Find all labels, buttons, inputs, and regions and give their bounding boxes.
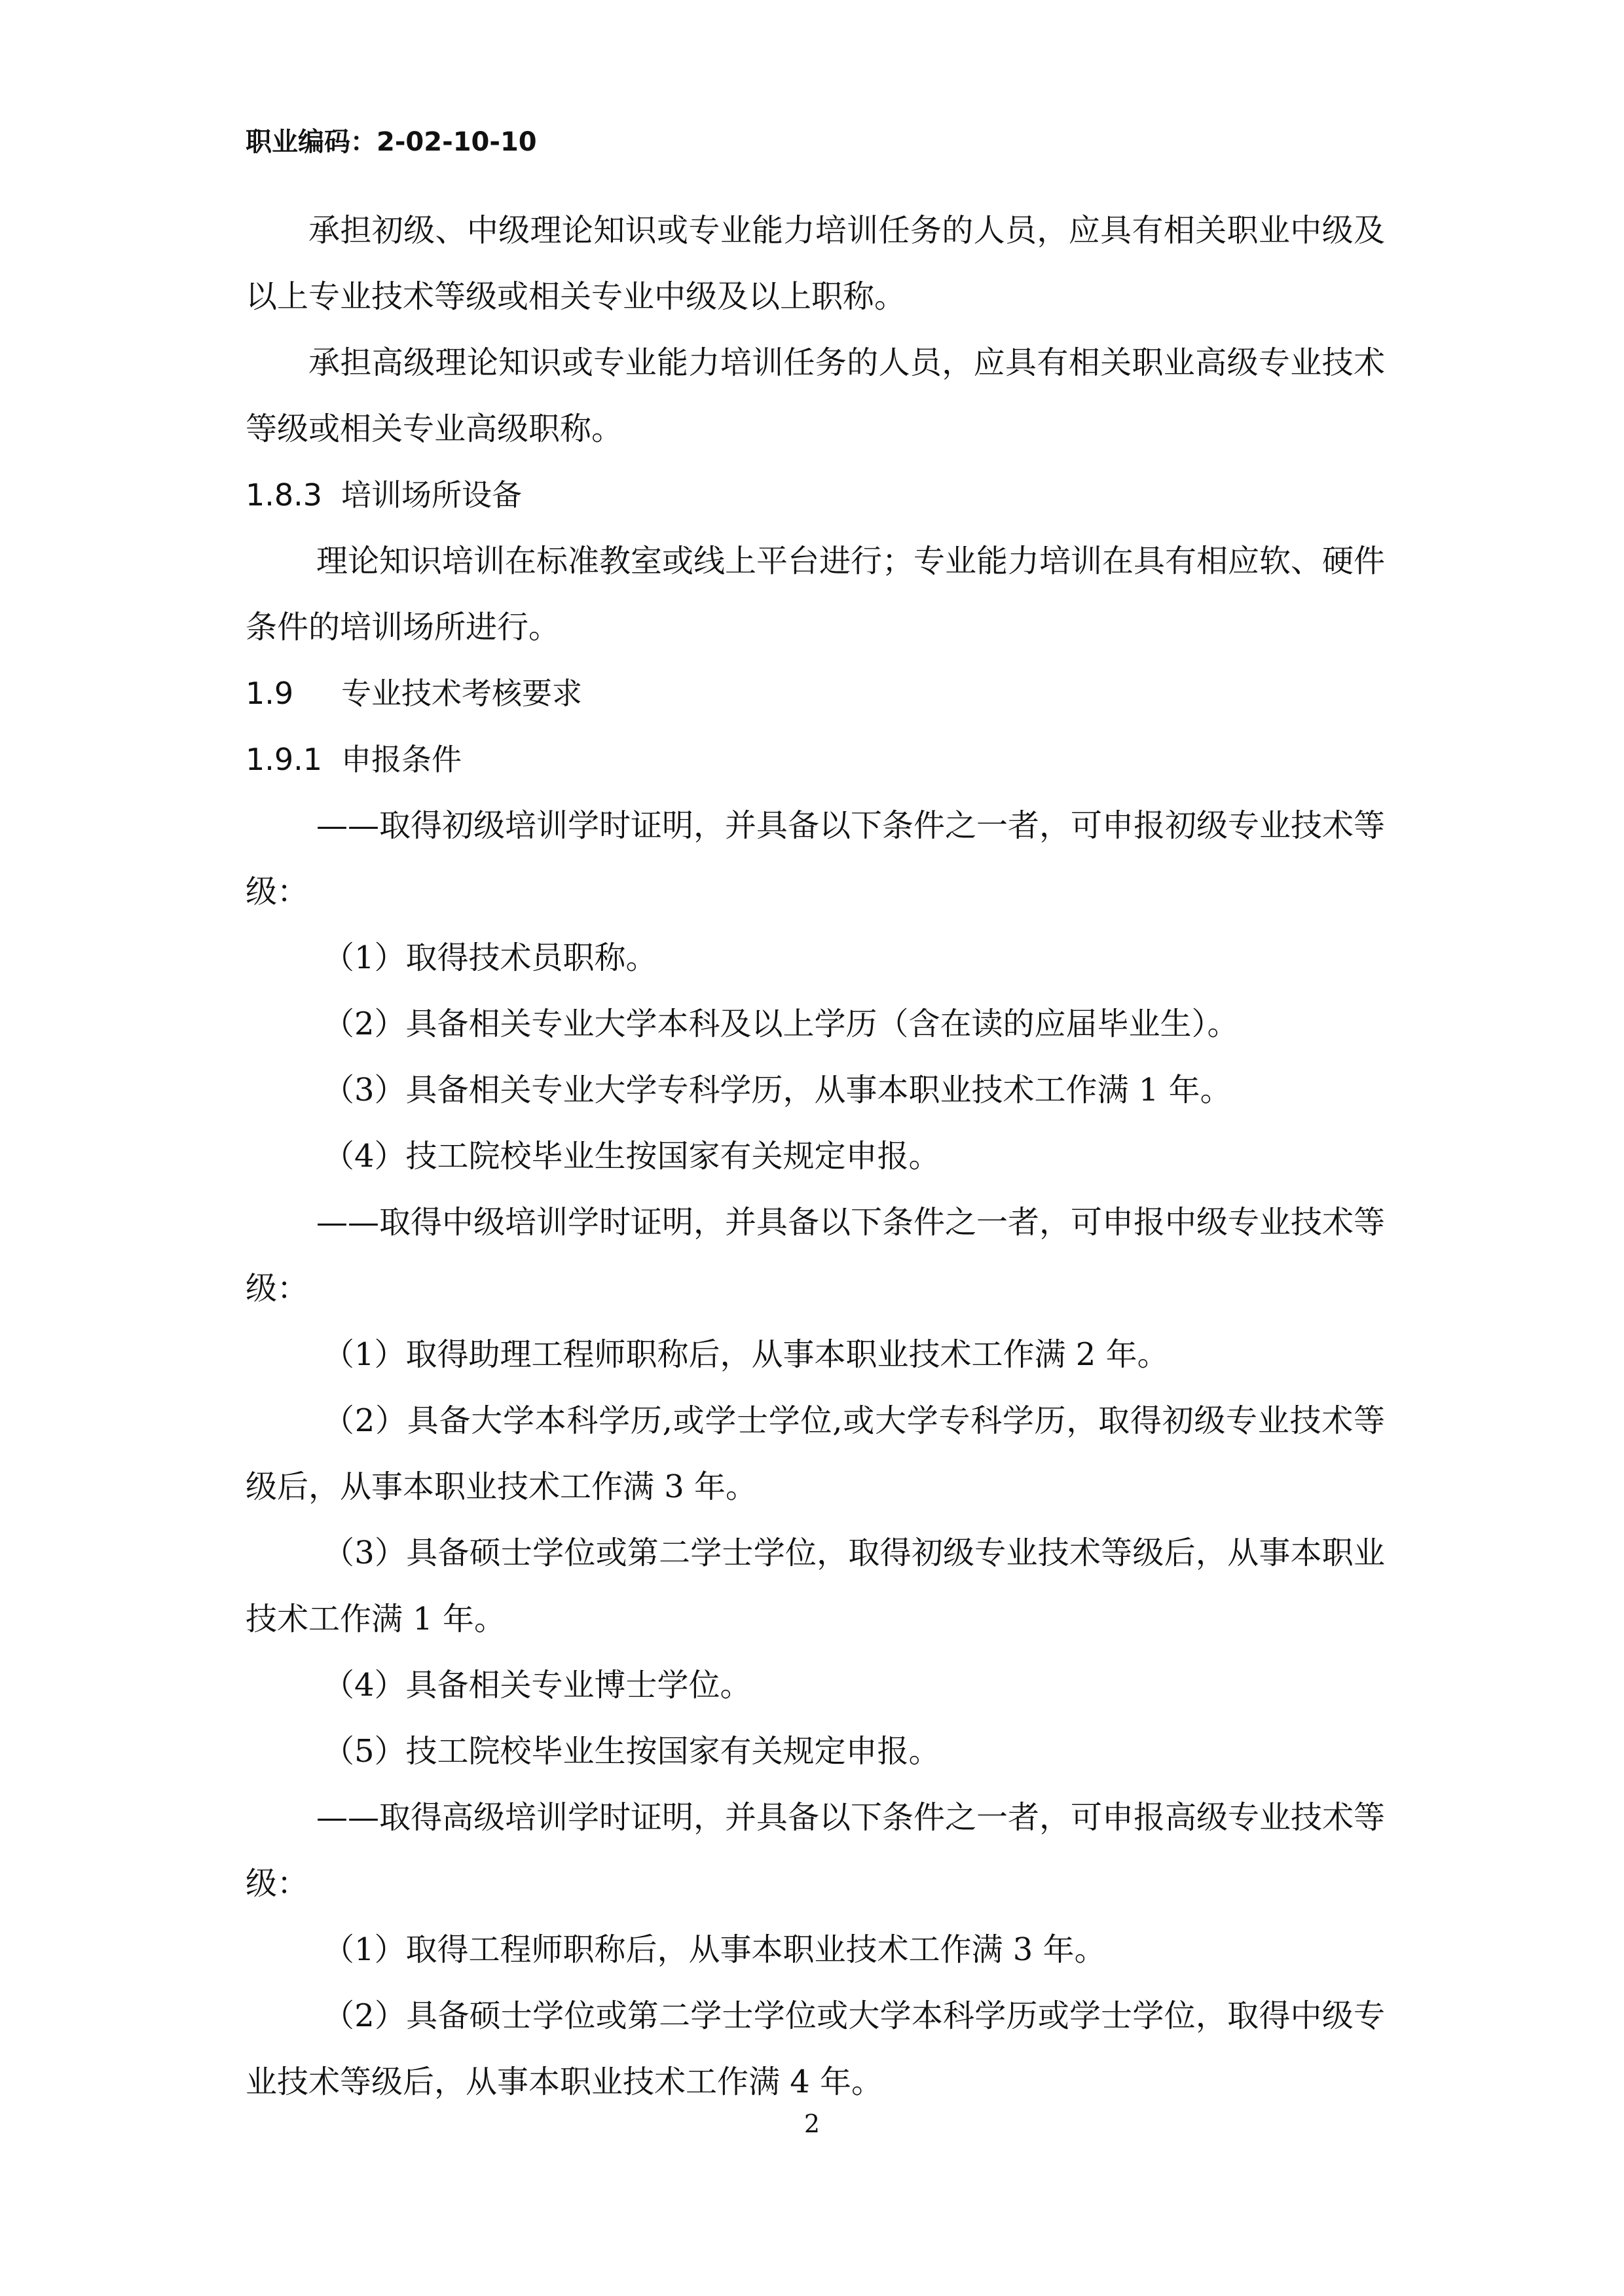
section-heading-1-8-3 [246, 462, 1385, 528]
section-title: 申报条件 [341, 742, 462, 777]
senior-level-intro: ——取得高级培训学时证明，并具备以下条件之一者，可申报高级专业技术等级： [246, 1799, 1386, 1902]
list-item: （1）取得助理工程师职称后，从事本职业技术工作满 2 年。 [323, 1336, 1169, 1373]
list-item: （3）具备硕士学位或第二学士学位，取得初级专业技术等级后，从事本职业技术工作满 1 年。 [246, 1535, 1385, 1637]
list-item: （2）具备大学本科学历,或学士学位,或大学专科学历，取得初级专业技术等级后，从事本职业技术工作满 3 年。 [246, 1402, 1385, 1505]
section-number: 1.8.3 [246, 477, 323, 513]
middle-level-intro: ——取得中级培训学时证明，并具备以下条件之一者，可申报中级专业技术等级： [246, 1204, 1386, 1307]
list-item: （5）技工院校毕业生按国家有关规定申报。 [323, 1733, 940, 1770]
section-number: 1.9.1 [246, 742, 323, 777]
paragraph-trainer-senior: 承担高级理论知识或专业能力培训任务的人员，应具有相关职业高级专业技术等级或相关专业高级职称。 [246, 344, 1385, 447]
section-title: 专业技术考核要求 [341, 676, 582, 711]
body-text [246, 198, 1385, 2115]
page-number: 2 [803, 2109, 821, 2138]
section-number: 1.9 [246, 676, 294, 711]
occupation-code: 职业编码：2-02-10-10 [246, 127, 537, 157]
paragraph-training-venue: 理论知识培训在标准教室或线上平台进行；专业能力培训在具有相应软、硬件条件的培训场所进行。 [246, 543, 1386, 646]
paragraph-trainer-junior-middle: 承担初级、中级理论知识或专业能力培训任务的人员，应具有相关职业中级及以上专业技术等级或相关专业中级及以上职称。 [246, 212, 1385, 315]
junior-level-intro: ——取得初级培训学时证明，并具备以下条件之一者，可申报初级专业技术等级： [246, 807, 1386, 910]
section-title: 培训场所设备 [341, 477, 522, 513]
list-item: （4）具备相关专业博士学位。 [323, 1667, 752, 1704]
list-item: （1）取得工程师职称后，从事本职业技术工作满 3 年。 [323, 1931, 1106, 1968]
section-heading-1-9 [246, 661, 1385, 727]
list-item: （1）取得技术员职称。 [323, 939, 657, 976]
list-item: （2）具备相关专业大学本科及以上学历（含在读的应届毕业生）。 [323, 1006, 1239, 1042]
list-item: （4）技工院校毕业生按国家有关规定申报。 [323, 1138, 940, 1175]
list-item: （3）具备相关专业大学专科学历，从事本职业技术工作满 1 年。 [323, 1072, 1232, 1108]
list-item: （2）具备硕士学位或第二学士学位或大学本科学历或学士学位，取得中级专业技术等级后，从事本职业技术工作满 4 年。 [246, 1997, 1385, 2100]
section-heading-1-9-1 [246, 727, 1385, 793]
